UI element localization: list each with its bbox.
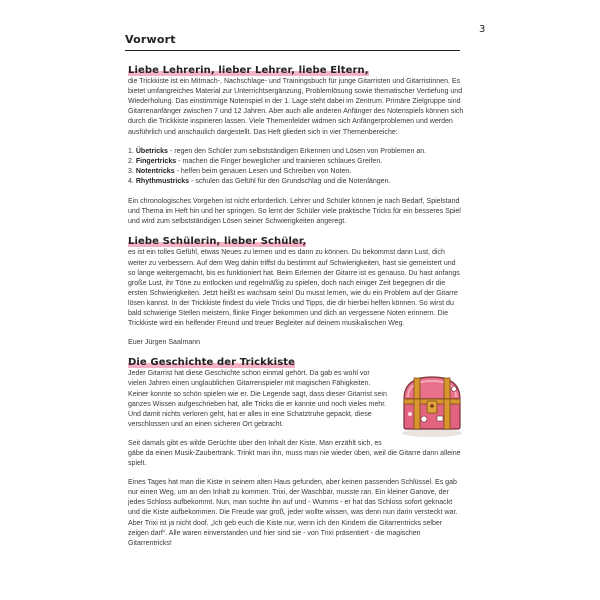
section-heading-students: Liebe Schülerin, lieber Schüler, — [128, 236, 307, 248]
paragraph-story-1: Jeder Gitarrist hat diese Geschichte schon einmal gehört. Da gab es wohl vor vielen Jahren einen unglaublichen Gitarrenspieler mit magischen Fähigkeiten. Keiner konnte so schön spielen wie er. Die Legende sagt, dass dieser Gitarrist sein ganzes Wissen aufgeschrieben hat, alle Tricks die er kannte und noch vieles mehr. Und damit nichts verloren geht, hat er alles in eine Schatztruhe gepackt, diese verschlossen und an einen sicheren Ort gebracht. — [128, 370, 387, 428]
signature: Euer Jürgen Saalmann — [128, 339, 201, 347]
list-item: 2. Fingertricks - machen die Finger beweglicher und trainieren schlaues Greifen. — [128, 157, 383, 165]
section-heading-story: Die Geschichte der Trickkiste — [128, 357, 296, 369]
list-item: 4. Rhythmustricks - schulen das Gefühl für den Grundschlag und die Notenlängen. — [128, 177, 391, 185]
list-item: 1. Übetricks - regen den Schüler zum selbstständigen Erkennen und Lösen von Problemen an. — [128, 147, 427, 155]
topic-list — [128, 147, 464, 187]
paragraph-story-2: Seit damals gibt es wilde Gerüchte über den Inhalt der Kiste. Man erzählt sich, es gäbe da einen Musik-Zaubertrank. Trinkt man ihn, muss man nie wieder üben, weil die Gitarre dann alleine spielt. — [128, 439, 461, 468]
page-content — [128, 56, 464, 558]
paragraph-intro: die Trickkiste ist ein Mitmach-, Nachschlage- und Trainingsbuch für junge Gitarristen und Gitarristinnen. Es bietet umfangreiches Material zur Unterrichtsergänzung, Problemlösung sowie thematischer Vertiefung und Wiederholung. Das einstimmige Notenspiel in der 1. Lage steht dabei im Zentrum. Primäre Zielgruppe sind Gitarrenanfänger zwischen 7 und 12 Jahren. Aber auch alle anderen Anfänger des Notenspiels können sich durch die Trickkiste inspirieren lassen. Viele Themenfelder widmen sich Anfängerproblemen und werden ausführlich und anschaulich dargestellt. Das Heft gliedert sich in vier Themenbereiche: — [128, 78, 464, 136]
paragraph-students: es ist ein tolles Gefühl, etwas Neues zu lernen und es dann zu können. Du bekommst dann Lust, dich weiter zu verbessern. Auf dem Weg dahin triffst du bestimmt auf Schwierigkeiten, hast sie gemeistert und so lange weitergemacht, bis es funktioniert hat. Beim Erlernen der Gitarre ist es genauso. Du hast anfangs große Lust, ihr Töne zu entlocken und regelmäßig zu spielen, doch nach einiger Zeit begegnen dir die ersten Schwierigkeiten. Jetzt heißt es wachsam sein! Du musst lernen, wie du ein Problem auf der Gitarre lösen kannst. In der Trickkiste findest du viele Tricks und Tipps, die dir hierbei helfen können. So wirst du bald schwierige Stellen meistern, flinke Finger bekommen und dich an vergessene Noten erinnern. Die Trickkiste wird ein helfender Freund und treuer Begleiter auf deinem musikalischen Weg. — [128, 249, 460, 328]
page-number: 3 — [479, 24, 486, 35]
paragraph-closing: Ein chronologisches Vorgehen ist nicht erforderlich. Lehrer und Schüler können je nach Bedarf, Spielstand und Thema im Heft hin und her springen. So lernt der Schüler viele praktische Tricks für ein besseres Spiel und wird zum selbstständigen Lösen seiner Schwierigkeiten angeregt. — [128, 198, 461, 226]
section-heading-teachers: Liebe Lehrerin, lieber Lehrer, liebe Eltern, — [128, 65, 369, 76]
page-title: Vorwort — [125, 33, 460, 51]
paragraph-story-3: Eines Tages hat man die Kiste in seinem alten Haus gefunden, aber keinen passenden Schlüssel. Es gab nur einen Weg, um an den Inhalt zu kommen. Trixi, der Waschbär, musste ran. Ein kleiner Ganove, der jedes Schloss aufbekommt. Nun, man suchte ihn auf und - Wumms - er hat das Schloss sofort geknackt und die Kiste aufbekommen. Die Freude war groß, jeder wollte wissen, was denn nun darin versteckt war. Aber Trixi ist ja nicht doof. „Ich geb euch die Kiste nur, wenn ich den Kindern die Gitarrentricks selber zeigen darf“. Alle waren einverstanden und hier sind sie - von Trixi präsentiert - die magischen Gitarrentricks! — [128, 479, 458, 547]
treasure-chest-icon — [394, 369, 464, 439]
list-item: 3. Notentricks - helfen beim genauen Lesen und Schreiben von Noten. — [128, 167, 352, 175]
story — [128, 369, 464, 558]
